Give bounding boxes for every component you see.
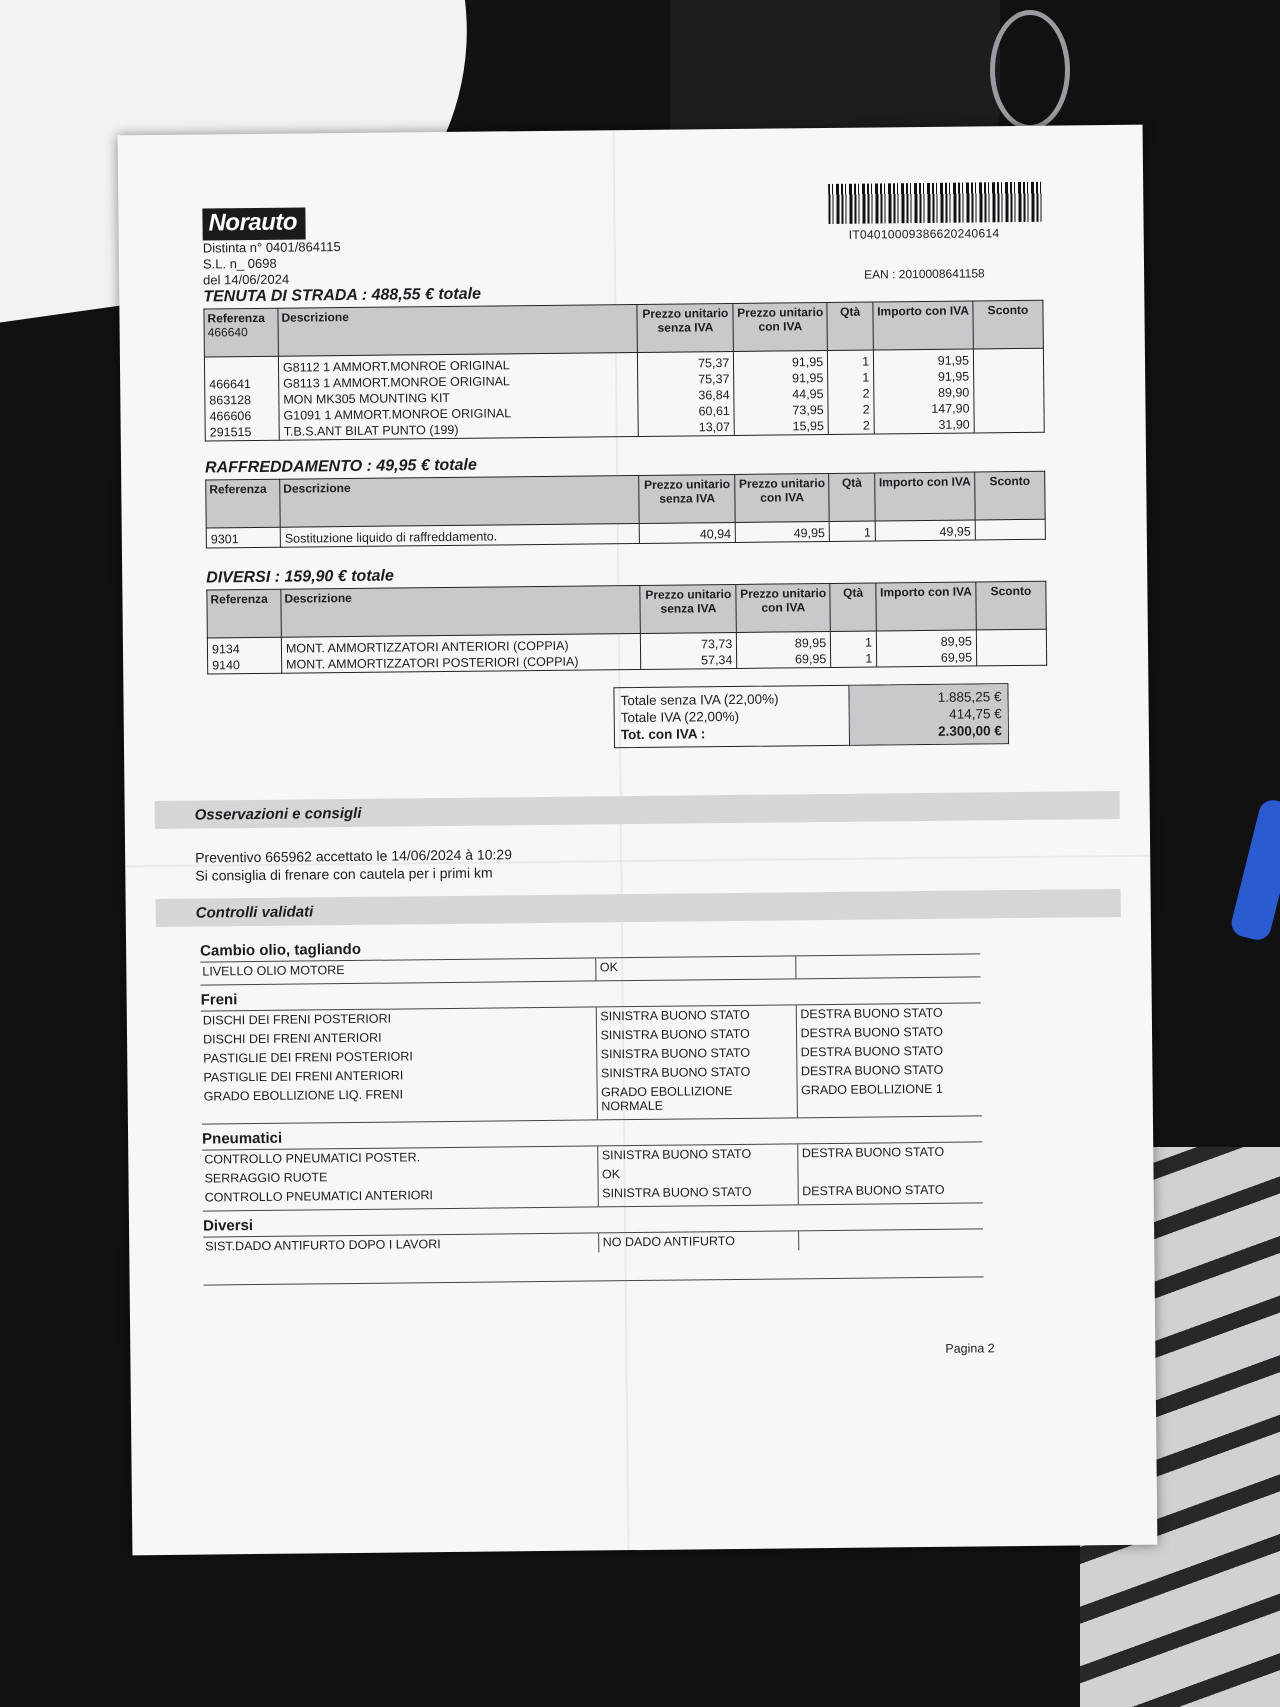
section-title-raffreddamento: RAFFREDDAMENTO : 49,95 € totale — [204, 456, 477, 477]
col-header-qty: Qtà — [829, 473, 875, 521]
check-row: CONTROLLO PNEUMATICI POSTER. SINISTRA BUONO STATO DESTRA BUONO STATO — [202, 1142, 982, 1169]
norauto-logo: Norauto — [202, 207, 305, 240]
col-header-discount: Sconto — [976, 581, 1046, 630]
col-header-ref: Referenza 466640 — [204, 308, 278, 357]
col-header-price-no-vat: Prezzo unitario senza IVA — [640, 584, 736, 633]
grand-total-value: 2.300,00 € — [937, 723, 1002, 739]
col-header-price-vat: Prezzo unitario con IVA — [735, 473, 829, 522]
check-group-title: Diversi — [203, 1207, 983, 1237]
total-no-vat-value: 1.885,25 € — [937, 689, 1002, 705]
observation-line: Si consiglia di frenare con cautela per i primi km — [195, 864, 493, 884]
col-header-amount: Importo con IVA — [876, 582, 976, 631]
checks-title: Controlli validati — [156, 889, 1121, 927]
check-row: SERRAGGIO RUOTE OK — [202, 1161, 982, 1188]
end-divider — [204, 1276, 984, 1285]
check-row: SIST.DADO ANTIFURTO DOPO I LAVORI NO DADO ANTIFURTO — [203, 1229, 983, 1256]
ean-code: EAN : 2010008641158 — [864, 266, 985, 282]
section-title-tenuta: TENUTA DI STRADA : 488,55 € totale — [203, 285, 482, 306]
col-header-price-vat: Prezzo unitario con IVA — [733, 302, 827, 351]
sl-number: S.L. n_ 0698 — [202, 255, 277, 272]
col-header-price-no-vat: Prezzo unitario senza IVA — [637, 303, 733, 352]
grand-total-label: Tot. con IVA : — [620, 726, 706, 743]
table-row: 863128 MON MK305 MOUNTING KIT 36,84 44,95 2 89,90 — [205, 384, 1044, 409]
background-keyring — [990, 10, 1070, 130]
check-row: PASTIGLIE DEI FRENI POSTERIORI SINISTRA BUONO STATO DESTRA BUONO STATO — [201, 1041, 981, 1068]
col-header-desc: Descrizione — [281, 585, 641, 637]
table-row: G8112 1 AMMORT.MONROE ORIGINAL 75,37 91,95 1 91,95 — [204, 348, 1043, 376]
check-row: PASTIGLIE DEI FRENI ANTERIORI SINISTRA BUONO STATO DESTRA BUONO STATO — [201, 1060, 981, 1087]
observations-title: Osservazioni e consigli — [155, 791, 1120, 829]
document-date: del 14/06/2024 — [203, 271, 290, 288]
checks-list — [200, 932, 983, 1260]
check-group-title: Freni — [201, 981, 981, 1011]
col-header-amount: Importo con IVA — [875, 472, 975, 521]
invoice-page — [118, 125, 1158, 1556]
distinta-number: Distinta n° 0401/864115 — [202, 239, 341, 256]
table-row: 466641 G8113 1 AMMORT.MONROE ORIGINAL 75,37 91,95 1 91,95 — [205, 368, 1044, 393]
items-table-raffreddamento — [205, 471, 1046, 549]
page-number: Pagina 2 — [945, 1341, 995, 1356]
table-row: 9134 MONT. AMMORTIZZATORI ANTERIORI (COPPIA) 73,73 89,95 1 89,95 — [207, 629, 1046, 657]
items-table-diversi — [206, 581, 1047, 675]
check-row: LIVELLO OLIO MOTORE OK — [200, 954, 980, 985]
document-header-info — [203, 239, 341, 288]
table-row: 9140 MONT. AMMORTIZZATORI POSTERIORI (COPPIA) 57,34 69,95 1 69,95 — [208, 649, 1047, 674]
table-row: 466606 G1091 1 AMMORT.MONROE ORIGINAL 60,61 73,95 2 147,90 — [205, 400, 1044, 425]
col-header-price-no-vat: Prezzo unitario senza IVA — [639, 474, 735, 523]
col-header-qty: Qtà — [830, 583, 876, 631]
col-header-discount: Sconto — [975, 471, 1045, 520]
check-row: DISCHI DEI FRENI POSTERIORI SINISTRA BUONO STATO DESTRA BUONO STATO — [201, 1003, 981, 1030]
check-group-table — [202, 1142, 983, 1211]
col-header-qty: Qtà — [827, 302, 873, 350]
barcode-icon — [828, 182, 1043, 224]
total-vat-value: 414,75 € — [949, 706, 1002, 722]
background-pen — [1229, 797, 1280, 943]
table-row: 291515 T.B.S.ANT BILAT PUNTO (199) 13,07 15,95 2 31,90 — [205, 416, 1044, 441]
total-no-vat-label: Totale senza IVA (22,00%) — [620, 691, 779, 709]
check-group-title: Pneumatici — [202, 1120, 982, 1150]
observation-line: Preventivo 665962 accettato le 14/06/2024 à 10:29 — [195, 846, 513, 866]
observations-text — [195, 845, 512, 884]
col-header-ref: Referenza — [206, 479, 280, 528]
items-table-tenuta — [203, 300, 1044, 442]
totals-box — [613, 683, 1009, 748]
check-group-table — [201, 1003, 982, 1124]
check-row: DISCHI DEI FRENI ANTERIORI SINISTRA BUONO STATO DESTRA BUONO STATO — [201, 1022, 981, 1049]
col-header-amount: Importo con IVA — [873, 301, 973, 350]
col-header-desc: Descrizione — [278, 304, 638, 356]
table-row: 9301 Sostituzione liquido di raffreddamento. 40,94 49,95 1 49,95 — [206, 519, 1045, 548]
check-row: GRADO EBOLLIZIONE LIQ. FRENI GRADO EBOLLIZIONE NORMALE GRADO EBOLLIZIONE 1 — [202, 1079, 982, 1124]
section-title-diversi: DIVERSI : 159,90 € totale — [206, 567, 394, 587]
barcode-number: IT04010009386620240614 — [848, 226, 1000, 242]
col-header-price-vat: Prezzo unitario con IVA — [736, 583, 830, 632]
col-header-ref: Referenza — [207, 589, 281, 638]
check-row: CONTROLLO PNEUMATICI ANTERIORI SINISTRA BUONO STATO DESTRA BUONO STATO — [203, 1180, 983, 1211]
check-group-title: Cambio olio, tagliando — [200, 932, 980, 962]
total-vat-label: Totale IVA (22,00%) — [620, 708, 740, 726]
col-header-desc: Descrizione — [280, 475, 640, 527]
col-header-discount: Sconto — [973, 300, 1043, 349]
